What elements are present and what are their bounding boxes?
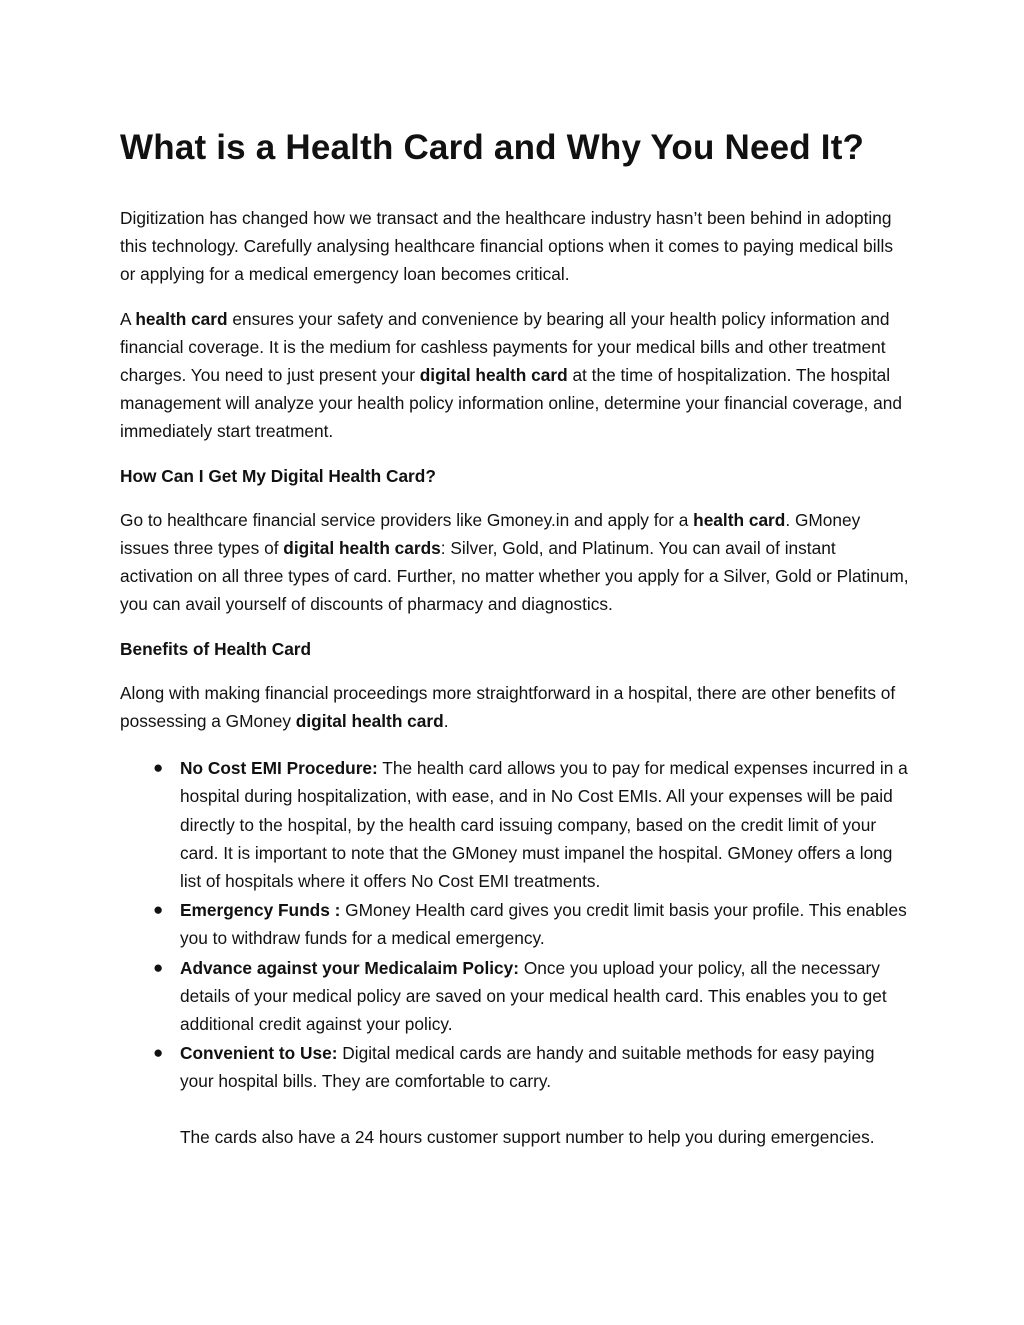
text-run: : Silver, Gold, and Platinum. You can avail of instant activation on all three types of card. Further, no matter whether you apply for a Silver, Gold or Platinum, you can avail yourself of discounts of pharmacy and diagnostics. — [120, 538, 909, 615]
closing-paragraph: The cards also have a 24 hours customer support number to help you during emergencies. — [180, 1126, 875, 1147]
list-item — [120, 954, 910, 1039]
benefits-list — [120, 754, 910, 1095]
list-item — [120, 896, 910, 952]
bullet-icon: ● — [153, 900, 164, 920]
health-card-paragraph — [120, 305, 910, 446]
bold-term: digital health card — [295, 711, 444, 732]
bullet-icon: ● — [153, 758, 164, 778]
document-page — [120, 122, 910, 1151]
benefit-title: Advance against your Medicalaim Policy: — [180, 957, 520, 978]
bullet-icon: ● — [153, 1043, 164, 1063]
text-run: . GMoney issues three types of — [120, 509, 861, 559]
intro-paragraph: Digitization has changed how we transact and the healthcare industry hasn’t been behind in adopting this technology. Carefully analysing healthcare financial options when it comes to paying medical bills or applying for a medical emergency loan becomes critical. — [120, 208, 893, 285]
benefit-text: Once you upload your policy, all the necessary details of your medical policy are saved on your medical health card. This enables you to get additional credit against your policy. — [180, 957, 887, 1035]
text-run: Along with making financial proceedings more straightforward in a hospital, there are other benefits of possessing a GMoney — [120, 682, 896, 732]
text-run: A — [120, 308, 136, 329]
section-heading-get-card: How Can I Get My Digital Health Card? — [120, 465, 436, 486]
text-run: ensures your safety and convenience by bearing all your health policy information and financial coverage. It is the medium for cashless payments for your medical bills and other treatment charges. You need to just present your — [120, 308, 890, 386]
text-run: at the time of hospitalization. The hospital management will analyze your health policy information online, determine your financial coverage, and immediately start treatment. — [120, 365, 902, 442]
get-card-paragraph — [120, 506, 910, 619]
benefit-text: Digital medical cards are handy and suitable methods for easy paying your hospital bills. They are comfortable to carry. — [180, 1043, 875, 1092]
text-run: . — [443, 711, 449, 732]
bold-term: health card — [135, 308, 228, 329]
list-item — [120, 754, 910, 895]
benefit-title: No Cost EMI Procedure: — [180, 758, 378, 779]
page-title: What is a Health Card and Why You Need It? — [120, 128, 865, 167]
benefits-intro-paragraph — [120, 679, 910, 735]
benefit-title: Emergency Funds : — [180, 900, 341, 921]
benefit-title: Convenient to Use: — [180, 1043, 338, 1064]
benefit-text: The health card allows you to pay for medical expenses incurred in a hospital during hospitalization, with ease, and in No Cost EMIs. All your expenses will be paid directly to the hospital, by the health card issuing company, based on the credit limit of your card. It is important to note that the GMoney must impanel the hospital. GMoney offers a long list of hospitals where it offers No Cost EMI treatments. — [180, 758, 908, 892]
bold-term: digital health cards — [283, 538, 441, 559]
benefit-text: GMoney Health card gives you credit limit basis your profile. This enables you to withdraw funds for a medical emergency. — [180, 900, 907, 949]
bold-term: digital health card — [419, 365, 568, 386]
bullet-icon: ● — [153, 957, 164, 977]
list-item — [120, 1039, 910, 1095]
bold-term: health card — [693, 509, 786, 530]
section-heading-benefits: Benefits of Health Card — [120, 638, 312, 659]
text-run: Go to healthcare financial service providers like Gmoney.in and apply for a — [120, 509, 694, 530]
